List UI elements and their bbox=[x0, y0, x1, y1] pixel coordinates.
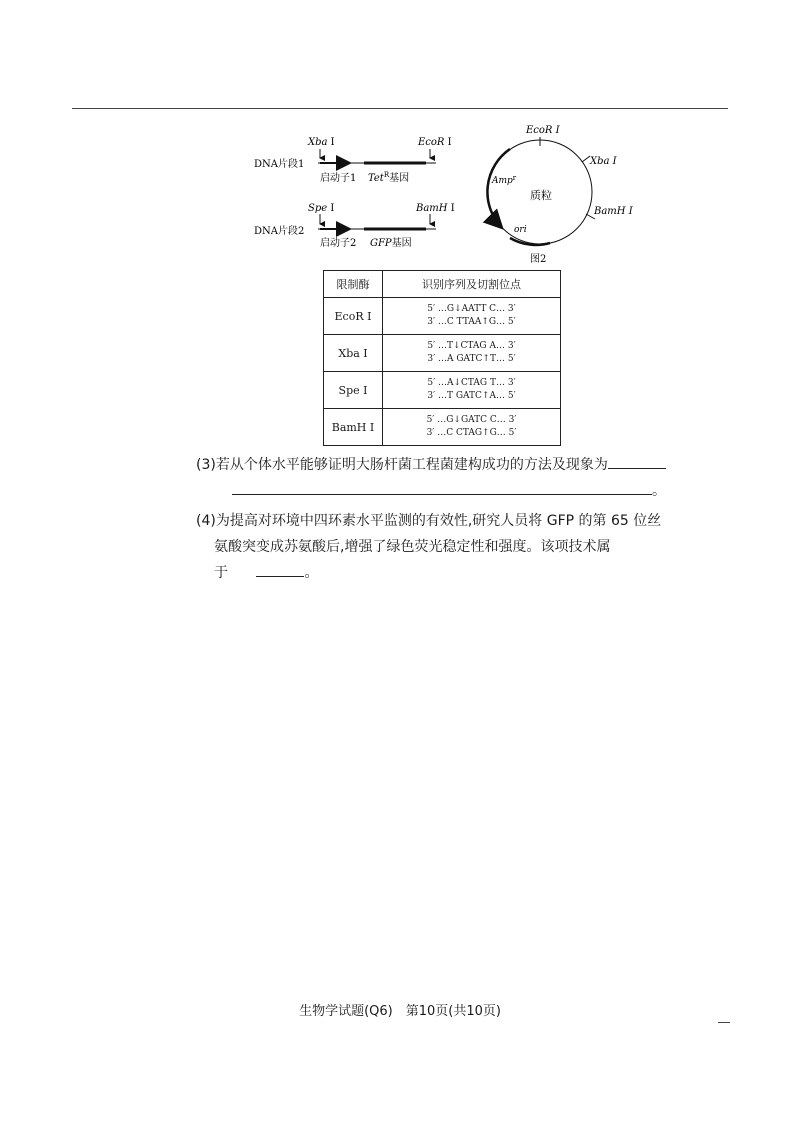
answer-blank-3b[interactable] bbox=[232, 478, 652, 495]
question-3-end: 。 bbox=[652, 483, 666, 499]
sequence-line-1: 5′ …T↓CTAG A… 3′ bbox=[427, 341, 516, 351]
question-3-text: (3)若从个体水平能够证明大肠杆菌工程菌建构成功的方法及现象为 bbox=[196, 457, 608, 473]
top-rule bbox=[72, 108, 728, 109]
enzyme-sequence bbox=[383, 409, 561, 446]
answer-blank-3a[interactable] bbox=[608, 452, 666, 469]
question-4-line-1: (4)为提高对环境中四环素水平监测的有效性,研究人员将 GFP 的第 65 位丝 bbox=[196, 513, 662, 529]
sequence-line-1: 5′ …G↓GATC C… 3′ bbox=[426, 415, 517, 425]
question-3-continued bbox=[232, 478, 666, 504]
table-header-row bbox=[324, 271, 561, 298]
sequence-line-2: 3′ …T GATC↑A… 5′ bbox=[427, 391, 516, 401]
gfp-gene-label: GFP基因 bbox=[370, 238, 412, 249]
page-footer: 生物学试题(Q6) 第10页(共10页) bbox=[299, 1004, 501, 1019]
sequence-line-2: 3′ …C CTAG↑G… 5′ bbox=[426, 428, 517, 438]
tet-gene-label: Tet$^R$基因 bbox=[368, 171, 410, 184]
question-4-line-3-text: 于 bbox=[214, 565, 228, 581]
ori-label: ori bbox=[514, 225, 527, 235]
figure-svg bbox=[248, 118, 648, 268]
question-4-line-3 bbox=[214, 560, 318, 586]
plasmid-ecori-label: EcoR Ⅰ bbox=[526, 125, 560, 136]
question-4-line-2: 氨酸突变成苏氨酸后,增强了绿色荧光稳定性和强度。该项技术属 bbox=[214, 539, 611, 555]
table-row bbox=[324, 298, 561, 335]
corner-mark bbox=[718, 1022, 730, 1023]
enzyme-name: Xba Ⅰ bbox=[324, 335, 383, 372]
plasmid-center-label: 质粒 bbox=[530, 189, 552, 202]
amp-label: Amp$^r$ bbox=[492, 174, 517, 186]
fragment2-site-right: BamH Ⅰ bbox=[416, 203, 455, 214]
sequence-line-1: 5′ …A↓CTAG T… 3′ bbox=[427, 378, 516, 388]
amp-gene-arc bbox=[487, 149, 510, 228]
plasmid-xbai-tick bbox=[582, 156, 590, 162]
enzyme-name: Spe Ⅰ bbox=[324, 372, 383, 409]
table-row bbox=[324, 409, 561, 446]
fragment2-site-left: Spe Ⅰ bbox=[308, 203, 335, 214]
fragment1-site-right: EcoR Ⅰ bbox=[418, 137, 452, 148]
restriction-enzyme-table bbox=[323, 270, 561, 446]
sequence-line-1: 5′ …G↓AATT C… 3′ bbox=[427, 304, 516, 314]
fragment1-site-left: Xba Ⅰ bbox=[308, 137, 335, 148]
question-3 bbox=[196, 452, 666, 478]
enzyme-sequence bbox=[383, 372, 561, 409]
figure-2 bbox=[248, 118, 648, 268]
sequence-line-2: 3′ …A GATC↑T… 5′ bbox=[427, 354, 516, 364]
plasmid-bamhi-label: BamH Ⅰ bbox=[594, 206, 633, 217]
enzyme-sequence bbox=[383, 335, 561, 372]
table-row bbox=[324, 335, 561, 372]
table-row bbox=[324, 372, 561, 409]
enzyme-name: BamH Ⅰ bbox=[324, 409, 383, 446]
promoter1-label: 启动子1 bbox=[320, 173, 357, 184]
sequence-line-2: 3′ …C TTAA↑G… 5′ bbox=[427, 317, 516, 327]
header-enzyme: 限制酶 bbox=[324, 271, 383, 298]
answer-blank-4[interactable] bbox=[256, 560, 304, 577]
fragment1-name: DNA片段1 bbox=[254, 159, 305, 170]
promoter2-label: 启动子2 bbox=[320, 238, 357, 249]
fragment2-name: DNA片段2 bbox=[254, 226, 305, 237]
figure-label: 图2 bbox=[530, 254, 547, 265]
ori-arc bbox=[510, 238, 550, 245]
plasmid-xbai-label: Xba Ⅰ bbox=[590, 156, 617, 167]
enzyme-name: EcoR Ⅰ bbox=[324, 298, 383, 335]
enzyme-sequence bbox=[383, 298, 561, 335]
header-sequence: 识别序列及切割位点 bbox=[383, 271, 561, 298]
question-4-end: 。 bbox=[304, 565, 319, 581]
